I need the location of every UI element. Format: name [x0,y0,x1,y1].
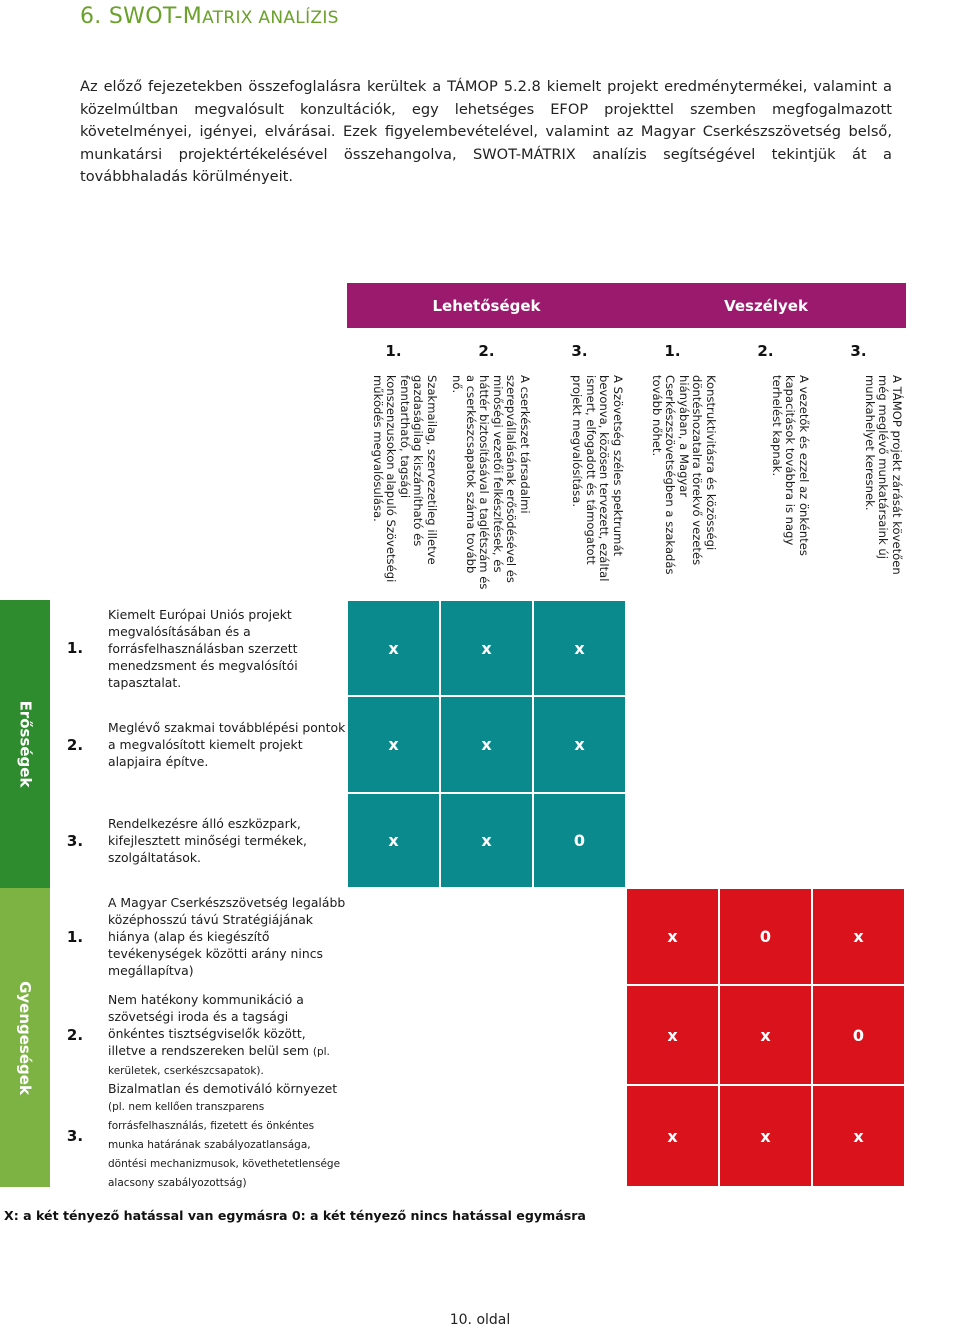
row-number: 3. [66,831,84,850]
row-note: (pl. kerületek, cserkészcsapatok). [108,1045,330,1077]
grid-line-vertical [625,600,627,1187]
row-text: Bizalmatlan és demotiváló környezet [108,1081,338,1096]
row-description-body [108,894,347,979]
row-text: Nem hatékony kommunikáció a szövetségi iroda és a tagsági önkéntes tisztségviselők között, illetve a rendszereken belül sem [108,991,309,1058]
matrix-cell: x [626,888,719,985]
column-text-box [719,371,812,598]
grid-line-horizontal [347,599,905,601]
grid-line-horizontal [347,1186,905,1188]
strengths-label-text: Erősségek [15,700,34,788]
row-note: (pl. nem kellően transzparens forrásfelhasználás, fizetett és önkéntes munka határának szabályozatlansága, döntési mechanizmusok, követhetetlensége alacsony szabályozottság) [108,1101,341,1189]
row-number: 1. [66,639,84,657]
grid-line-vertical [532,600,534,1187]
matrix-cell: x [812,888,905,985]
section-heading [80,4,339,29]
weaknesses-label [0,888,50,1187]
column-text-box [812,371,905,598]
matrix-cell: 0 [812,985,905,1085]
column-text: A Szövetség széles spektrumát bevonva, közösen tervezett, ezáltal ismert, elfogadott és támogatott projekt megvalósítása. [570,375,625,582]
column-text: Konstruktivitásra és közösségi döntéshozatalra törekvő vezetés hiányában, a Magyar Cserkészszövetségben a szakadás tovább nőhet. [649,375,718,575]
matrix-cell: x [719,1085,812,1187]
matrix-cell: 0 [533,793,626,888]
row-description [100,1081,347,1189]
row-description [100,600,347,696]
row-description-body [108,719,347,770]
weaknesses-label-text: Gyengeségek [15,980,34,1095]
row-text: Rendelkezésre álló eszközpark, kifejlesztett minőségi termékek, szolgáltatások. [108,816,307,865]
column-text: A cserkészet társadalmi szerepvállalásának erősödésével és minőségi vezetői felkészítések, és háttér biztosításával a taglétszám és a cserkészcsapatok száma tovább nő. [450,375,532,590]
grid-line-vertical [718,600,720,1187]
matrix-cell: 0 [719,888,812,985]
grid-line-horizontal [347,695,905,697]
row-description [100,985,347,1085]
matrix-cell: x [440,600,533,696]
heading-main: 6. SWOT-M [80,4,203,29]
column-text: Szakmailag, szervezetileg illetve gazdaságilag kiszámítható és fenntartható, tagsági konszenzusokon alapuló Szövetségi működés megvalósulása. [370,375,439,583]
row-text: A Magyar Cserkészszövetség legalább középhosszú távú Stratégiájának hiánya (alap és kiegészítő tevékenységek közötti arány nincs megállapítva) [108,895,346,978]
matrix-cell: x [626,985,719,1085]
grid-line-vertical [346,600,348,1187]
threats-header: Veszélyek [626,283,906,328]
row-number: 1. [66,927,84,946]
column-text-box [533,371,626,598]
matrix-cell: x [347,600,440,696]
page-number: 10. oldal [449,1312,511,1328]
column-number: 1. [664,342,681,360]
matrix-cell: x [347,793,440,888]
matrix-cell: x [440,696,533,793]
strengths-label [0,600,50,888]
matrix-cell: x [533,600,626,696]
column-text-box [626,371,719,598]
intro-paragraph: Az előző fejezetekben összefoglalásra kerültek a TÁMOP 5.2.8 kiemelt projekt eredménytermékei, valamint a közelmúltban megvalósult konzultációk, egy lehetséges EFOP projekttel szemben megfogalmazott követelményei, igényei, elvárásai. Ezek figyelembevételével, valamint az Magyar Cserkészszövetség belső, munkatársi projektértékelésével összehangolva, SWOT-MÁTRIX analízis segítségével tekintjük át a továbbhaladás körülményeit. [80,78,892,185]
row-number: 2. [66,735,84,754]
heading-small: ATRIX ANALÍZIS [202,8,339,28]
column-text: A TÁMOP projekt zárását követően még meglévő munkatársaink új munkahelyet keresnek. [862,375,904,575]
column-number: 3. [850,342,867,360]
column-number: 1. [385,342,402,360]
row-description [100,793,347,888]
grid-line-vertical [811,600,813,1187]
row-number: 2. [66,1026,84,1044]
grid-line-horizontal [347,1084,905,1086]
row-description-body [108,1080,347,1192]
matrix-cell: x [347,696,440,793]
matrix-cell: x [812,1085,905,1187]
row-description-body [108,991,347,1080]
column-number: 3. [571,342,588,360]
column-text-box [440,371,533,598]
row-text: Meglévő szakmai továbblépési pontok a megvalósított kiemelt projekt alapjaira építve. [108,720,346,769]
row-description-body [108,815,347,866]
column-number: 2. [478,342,495,360]
grid-line-horizontal [347,984,905,986]
grid-line-vertical [904,600,906,1187]
row-description [100,696,347,793]
matrix-cell: x [626,1085,719,1187]
grid-line-vertical [439,600,441,1187]
matrix-cell: x [719,985,812,1085]
legend: X: a két tényező hatással van egymásra 0: a két tényező nincs hatással egymásra [4,1208,586,1223]
column-text: A vezetők és ezzel az önkéntes kapacitások továbbra is nagy terhelést kapnak. [769,375,811,556]
row-number: 3. [66,1127,84,1145]
matrix-cell: x [440,793,533,888]
grid-line-horizontal [347,792,905,794]
opportunities-header: Lehetőségek [347,283,626,328]
row-description-body [108,606,347,691]
column-text-box [347,371,440,598]
matrix-cell: x [533,696,626,793]
column-number: 2. [757,342,774,360]
row-description [100,888,347,985]
grid-line-horizontal [347,887,905,889]
row-text: Kiemelt Európai Uniós projekt megvalósításában és a forrásfelhasználásban szerzett menedzsment és megvalósítói tapasztalat. [108,606,298,690]
